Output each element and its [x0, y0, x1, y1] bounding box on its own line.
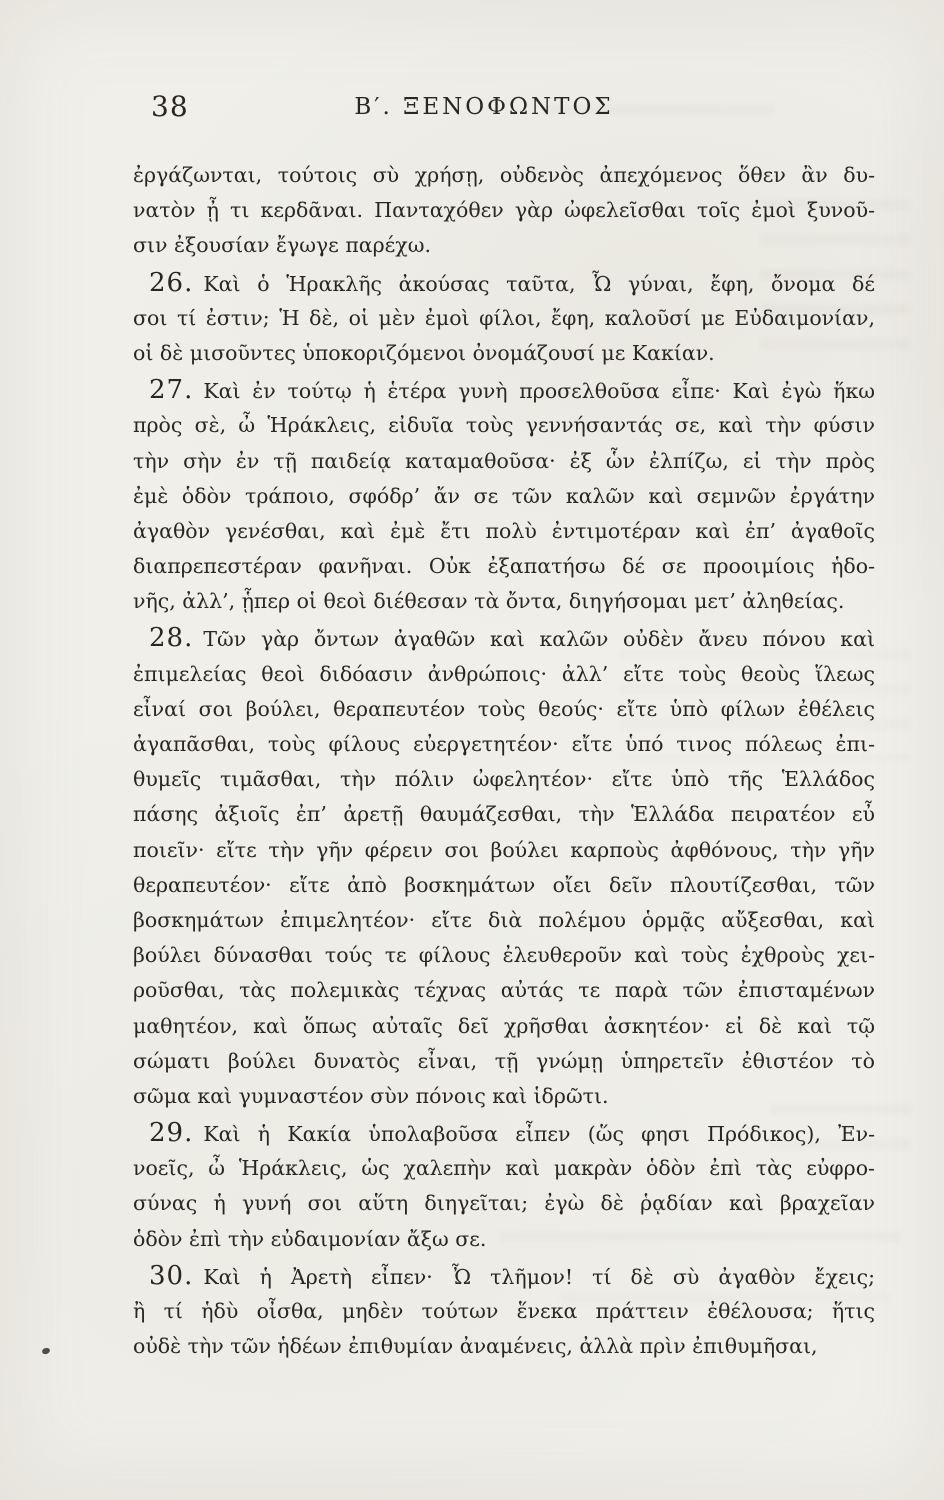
paragraph-section-29: [133, 1116, 875, 1257]
section-number: 26.: [149, 267, 194, 298]
section-number: 29.: [149, 1118, 194, 1149]
body-text: [133, 158, 875, 1366]
text-line: ποιεῖν· εἴτε τὴν γῆν φέρειν σοι βούλει καρποὺς ἀφθόνους, τὴν γῆν: [133, 837, 875, 862]
text-line: θυμεῖς τιμᾶσθαι, τὴν πόλιν ὠφελητέον· εἴτε ὑπὸ τῆς Ἑλλάδος: [133, 767, 875, 792]
section-number: 28.: [149, 623, 194, 654]
text-line: ἀγαθὸν γενέσθαι, καὶ ἐμὲ ἔτι πολὺ ἐντιμοτέραν καὶ ἐπ’ ἀγαθοῖς: [133, 518, 875, 543]
text-line: ἐμὲ ὁδὸν τράποιο, σφόδρ’ ἄν σε τῶν καλῶν καὶ σεμνῶν ἐργάτην: [133, 483, 875, 508]
ink-spot: [41, 1347, 50, 1355]
text-line: τὴν σὴν ἐν τῇ παιδείᾳ καταμαθοῦσα· ἐξ ὧν ἐλπίζω, εἰ τὴν πρὸς: [133, 448, 875, 473]
paragraph-section-28: [133, 621, 875, 1114]
text-line: σῶμα καὶ γυμναστέον σὺν πόνοις καὶ ἱδρῶτι.: [133, 1083, 609, 1108]
section-number: 27.: [149, 375, 194, 406]
page-number: 38: [151, 90, 189, 123]
text-line: σιν ἐξουσίαν ἔγωγε παρέχω.: [133, 233, 431, 258]
text-line: βοσκημάτων ἐπιμελητέον· εἴτε διὰ πολέμου ὁρμᾷς αὔξεσθαι, καὶ: [133, 907, 875, 932]
paragraph-section-30: [133, 1259, 875, 1365]
text-line: εἶναί σοι βούλει, θεραπευτέον τοὺς θεούς· εἴτε ὑπὸ φίλων ἐθέλεις: [133, 696, 875, 721]
text-line: σοι τί ἐστιν; Ἡ δὲ, οἱ μὲν ἐμοὶ φίλοι, ἔφη, καλοῦσί με Εὐδαιμονίαν,: [133, 305, 875, 330]
text-line: πρὸς σὲ, ὦ Ἡράκλεις, εἰδυῖα τοὺς γεννήσαντάς σε, καὶ τὴν φύσιν: [133, 413, 875, 438]
text-line: νοεῖς, ὦ Ἡράκλεις, ὡς χαλεπὴν καὶ μακρὰν ὁδὸν ἐπὶ τὰς εὐφρο-: [133, 1156, 875, 1181]
text-line: ἐργάζωνται, τούτοις σὺ χρήσῃ, οὐδενὸς ἀπεχόμενος ὅθεν ἂν δυ-: [133, 163, 875, 187]
text-line: 26. Καὶ ὁ Ἡρακλῆς ἀκούσας ταῦτα, Ὦ γύναι, ἔφη, ὄνομα δέ: [149, 267, 875, 298]
text-line: ὁδὸν ἐπὶ τὴν εὐδαιμονίαν ἄξω σε.: [133, 1226, 487, 1251]
text-line: ροῦσθαι, τὰς πολεμικὰς τέχνας αὐτάς τε παρὰ τῶν ἐπισταμένων: [133, 978, 875, 1003]
text-line: ἐπιμελείας θεοὶ διδόασιν ἀνθρώποις· ἀλλ’ εἴτε τοὺς θεοὺς ἵλεως: [133, 661, 875, 686]
running-title: Β′. ΞΕΝΟΦΩΝΤΟΣ: [354, 94, 614, 120]
page-header: [133, 88, 875, 128]
text-line: θεραπευτέον· εἴτε ἀπὸ βοσκημάτων οἴει δεῖν πλουτίζεσθαι, τῶν: [133, 872, 875, 897]
text-line: σύνας ἡ γυνή σοι αὕτη διηγεῖται; ἐγὼ δὲ ῥᾳδίαν καὶ βραχεῖαν: [133, 1191, 875, 1216]
text-line: 27. Καὶ ἐν τούτῳ ἡ ἑτέρα γυνὴ προσελθοῦσα εἶπε· Καὶ ἐγὼ ἥκω: [149, 375, 875, 406]
text-line: 29. Καὶ ἡ Κακία ὑπολαβοῦσα εἶπεν (ὥς φησι Πρόδικος), Ἐν-: [149, 1118, 875, 1149]
section-number: 30.: [149, 1260, 194, 1291]
text-line: σώματι βούλει δυνατὸς εἶναι, τῇ γνώμῃ ὑπηρετεῖν ἐθιστέον τὸ: [133, 1048, 875, 1073]
text-line: πάσης ἀξιοῖς ἐπ’ ἀρετῇ θαυμάζεσθαι, τὴν Ἑλλάδα πειρατέον εὖ: [133, 802, 875, 827]
paragraph-section-27: [133, 373, 875, 619]
text-line: ἢ τί ἡδὺ οἶσθα, μηδὲν τούτων ἕνεκα πράττειν ἐθέλουσα; ἥτις: [133, 1299, 875, 1323]
text-line: οὐδὲ τὴν τῶν ἡδέων ἐπιθυμίαν ἀναμένεις, ἀλλὰ πρὶν ἐπιθυμῆσαι,: [133, 1334, 818, 1359]
text-line: νατὸν ᾖ τι κερδᾶναι. Πανταχόθεν γὰρ ὠφελεῖσθαι τοῖς ἐμοὶ ξυνοῦ-: [133, 198, 875, 223]
text-line: 28. Τῶν γὰρ ὄντων ἀγαθῶν καὶ καλῶν οὐδὲν ἄνευ πόνου καὶ: [149, 623, 875, 654]
text-line: διαπρεπεστέραν φανῆναι. Οὐκ ἐξαπατήσω δέ σε προοιμίοις ἡδο-: [133, 554, 875, 579]
paragraph-continuation: [133, 158, 875, 264]
text-line: ἀγαπᾶσθαι, τοὺς φίλους εὐεργετητέον· εἴτε ὑπό τινος πόλεως ἐπι-: [133, 732, 875, 756]
text-line: βούλει δύνασθαι τούς τε φίλους ἐλευθεροῦν καὶ τοὺς ἐχθροὺς χει-: [133, 943, 875, 968]
text-line: 30. Καὶ ἡ Ἀρετὴ εἶπεν· Ὦ τλῆμον! τί δὲ σὺ ἀγαθὸν ἔχεις;: [149, 1260, 875, 1291]
text-line: μαθητέον, καὶ ὅπως αὐταῖς δεῖ χρῆσθαι ἀσκητέον· εἰ δὲ καὶ τῷ: [133, 1013, 875, 1038]
paragraph-section-26: [133, 266, 875, 372]
text-line: οἱ δὲ μισοῦντες ὑποκοριζόμενοι ὀνομάζουσί με Κακίαν.: [133, 340, 715, 365]
text-line: νῆς, ἀλλ’, ᾗπερ οἱ θεοὶ διέθεσαν τὰ ὄντα, διηγήσομαι μετ’ ἀληθείας.: [133, 589, 845, 614]
